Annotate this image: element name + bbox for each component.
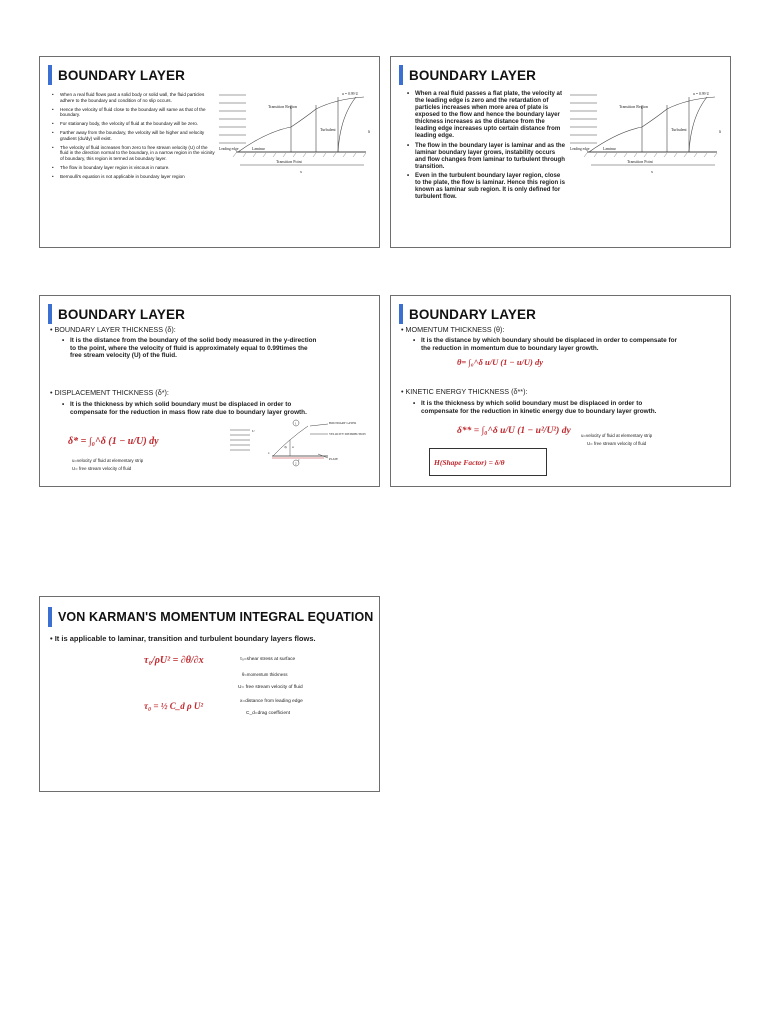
dy-label: dy [284, 445, 287, 449]
slide-title [399, 64, 536, 86]
slide-title-text: BOUNDARY LAYER [58, 306, 185, 322]
x-label: x [651, 169, 653, 174]
note-u: u=velocity of fluid at elementary strip [581, 433, 653, 438]
bullet-applicability: • It is applicable to laminar, transition and turbulent boundary layers flows. [50, 635, 350, 643]
title-accent-bar [48, 304, 52, 324]
u-label: u = 0.99 U [342, 92, 359, 96]
point-2-label: 2 [295, 461, 297, 466]
transition-point-label: Transition Point [627, 159, 653, 164]
bullet-item: • For stationary body, the velocity of fluid at the boundary will be zero. [52, 121, 217, 127]
text-momentum-thickness: • It is the distance by which boundary should be displaced in order to compensate for the reduction in momentum due to boundary layer growth. [421, 337, 681, 352]
text-displacement-thickness: • It is the thickness by which solid boundary must be displaced in order to compensate for the reduction in mass flow rate due to boundary layer growth. [70, 401, 320, 416]
title-accent-bar [48, 65, 52, 85]
U-label: U [252, 429, 255, 433]
slide-4 [390, 295, 731, 487]
displacement-thickness-diagram [228, 418, 366, 470]
turbulent-label: Turbulent [671, 127, 687, 132]
slide-title [48, 606, 373, 628]
heading-kinetic-energy-thickness: • KINETIC ENERGY THICKNESS (δ**): [401, 388, 527, 396]
note-free-stream-velocity: U= free stream velocity of fluid [238, 685, 303, 690]
slide-title-text: BOUNDARY LAYER [409, 306, 536, 322]
bullet-item: • The flow in boundary layer region is viscous in nature. [52, 165, 217, 171]
heading-boundary-layer-thickness: • BOUNDARY LAYER THICKNESS (δ): [50, 326, 176, 334]
bullet-item: • Bernoulli's equation is not applicable in boundary layer region [52, 174, 217, 180]
note-U: U= free stream velocity of fluid [72, 466, 132, 471]
heading-momentum-thickness: • MOMENTUM THICKNESS (θ): [401, 326, 504, 334]
delta-label: δ [719, 129, 722, 134]
bullet-item: • Even in the turbulent boundary layer region, close to the plate, the flow is laminar. Hence this region is known as laminar sub region. It is only defined for turbulent flow. [407, 172, 565, 200]
shape-factor-box: H(Shape Factor) = δ/θ [429, 448, 547, 476]
slide-title [48, 303, 185, 325]
x-label: x [268, 451, 270, 455]
delta-label: δ [368, 129, 371, 134]
bullet-item: • Hence the velocity of fluid close to the boundary will same as that of the boundary. [52, 107, 217, 118]
leading-edge-label: Leading edge [219, 147, 239, 151]
note-U: U= free stream velocity of fluid [587, 441, 647, 446]
slide-1 [39, 56, 380, 248]
transition-point-label: Transition Point [276, 159, 302, 164]
plate-label: PLATE [329, 457, 338, 461]
bullet-item: • Farther away from the boundary, the velocity will be higher and velocity gradient (du/dy) will exist. [52, 130, 217, 141]
bullet-item: • The velocity of fluid increases from zero to free stream velocity (U) of the fluid in the direction normal to the boundary, in a narrow region in the vicinity of boundary, this region is termed as boundary layer. [52, 145, 217, 162]
note-shear-stress: τ₀=shear stress at surface [240, 657, 296, 662]
displacement-thickness-formula: δ* = ∫₀^δ (1 − u/U) dy [68, 436, 159, 447]
text-kinetic-energy-thickness: • It is the thickness by which solid boundary must be displaced in order to compensate for the reduction in kinetic energy due to boundary layer growth. [421, 400, 681, 415]
slide-title [399, 303, 536, 325]
von-karman-equation: τ₀/ρU² = ∂θ/∂x [144, 655, 204, 666]
velocity-distribution-label: VELOCITY DISTRIBUTION [329, 432, 366, 436]
note-u: u=velocity of fluid at elementary strip [72, 458, 144, 463]
boundary-layer-diagram [216, 87, 376, 182]
title-accent-bar [48, 607, 52, 627]
laminar-label: Laminar [603, 147, 616, 151]
slide-5 [39, 596, 380, 792]
heading-displacement-thickness: • DISPLACEMENT THICKNESS (δ*): [50, 389, 169, 397]
x-label: x [300, 169, 302, 174]
bullet-list [52, 92, 217, 183]
bullet-item: • The flow in the boundary layer is laminar and as the laminar boundary layer grows, instability occurs and flow changes from laminar to turbulent through transition. [407, 142, 565, 170]
note-momentum-thickness: θ=momentum thickness [242, 672, 288, 677]
point-1-label: 1 [295, 421, 297, 426]
slide-title [48, 64, 185, 86]
slide-title-text: BOUNDARY LAYER [409, 67, 536, 83]
boundary-layer-diagram [567, 87, 727, 182]
turbulent-label: Turbulent [320, 127, 336, 132]
momentum-thickness-formula: θ= ∫₀^δ u/U (1 − u/U) dy [457, 357, 544, 367]
slide-title-text: BOUNDARY LAYER [58, 67, 185, 83]
boundary-layer-label: BOUNDARY LAYER [329, 421, 357, 425]
bullet-item: • When a real fluid flows past a solid body or solid wall, the fluid particles adhere to the boundary and condition of no slip occurs. [52, 92, 217, 103]
shear-stress-equation: τ₀ = ½ C_d ρ U² [144, 701, 204, 711]
note-drag-coefficient: C_d=drag coefficient [246, 711, 291, 716]
bullet-item: • When a real fluid passes a flat plate, the velocity at the leading edge is zero and the retardation of particles increases when more area of plate is exposed to the flow and hence the boundary layer thickness increases as the distance from the leading edge increases upto certain distance from leading edge. [407, 90, 565, 139]
leading-edge-label: Leading edge [570, 147, 590, 151]
laminar-label: Laminar [252, 147, 265, 151]
u-label: u [292, 445, 294, 449]
note-distance: x=distance from leading edge [240, 699, 303, 704]
text-boundary-layer-thickness: • It is the distance from the boundary of the solid body measured in the y-direction to the point, where the velocity of fluid is approximately equal to 0.99times the free stream velocity (U) of the fluid. [70, 337, 320, 360]
bullet-list [407, 90, 565, 203]
slide-3 [39, 295, 380, 487]
u-label: u = 0.99 U [693, 92, 710, 96]
slide-2 [390, 56, 731, 248]
y-label: y [298, 458, 300, 462]
title-accent-bar [399, 304, 403, 324]
title-accent-bar [399, 65, 403, 85]
transition-region-label: Transition Region [619, 104, 648, 109]
kinetic-energy-thickness-formula: δ** = ∫₀^δ u/U (1 − u²/U²) dy [457, 426, 571, 436]
slide-title-text: VON KARMAN'S MOMENTUM INTEGRAL EQUATION [58, 610, 374, 624]
transition-region-label: Transition Region [268, 104, 297, 109]
